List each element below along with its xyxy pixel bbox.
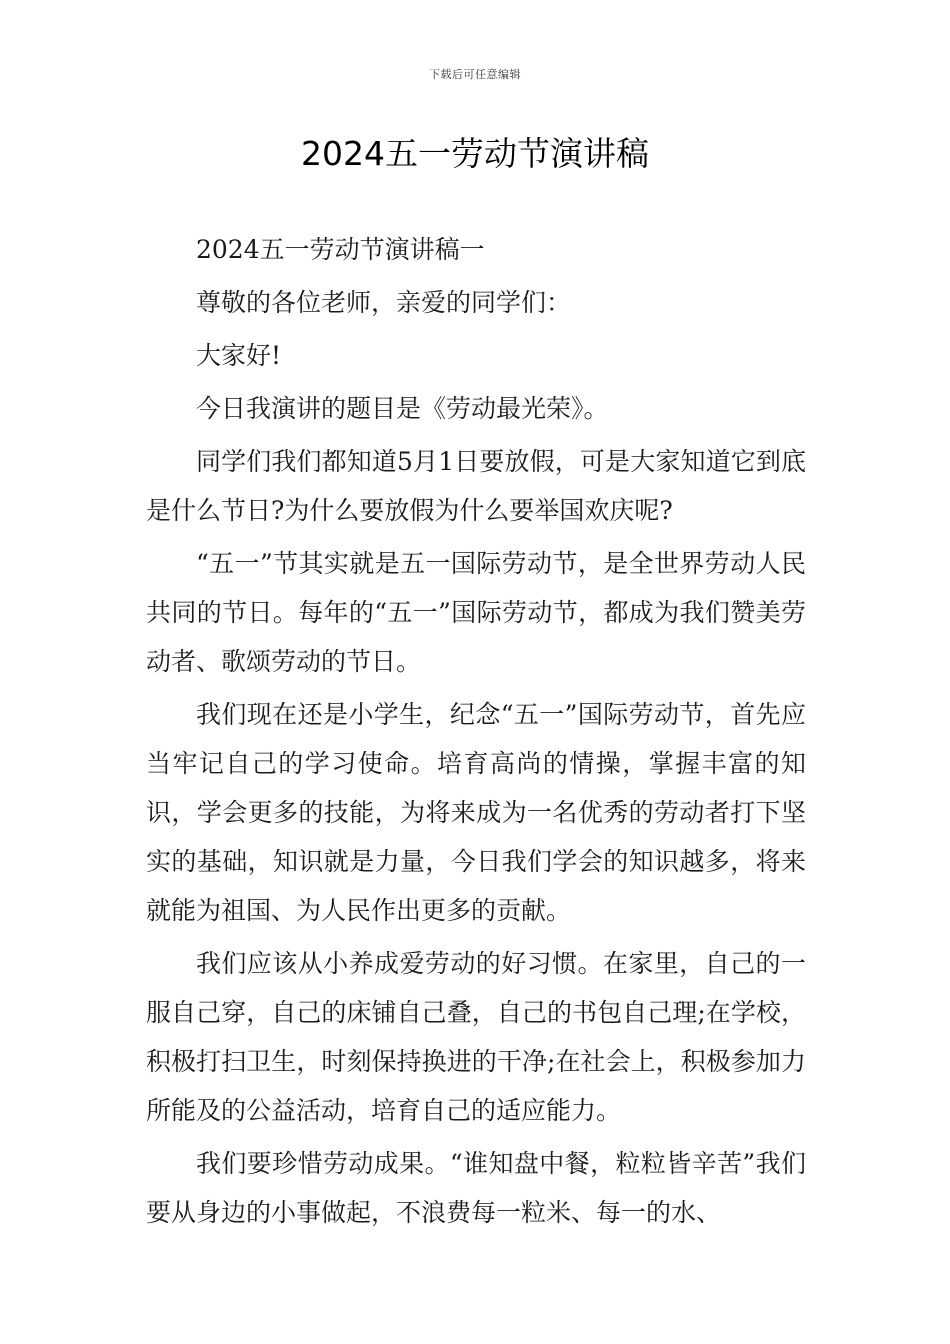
paragraph: 我们现在还是小学生，纪念“五一”国际劳动节，首先应当牢记自己的学习使命。培育高尚的情操，掌握丰富的知识，学会更多的技能，为将来成为一名优秀的劳动者打下坚实的基础，知识就是力量，今日我们学会的知识越多，将来就能为祖国、为人民作出更多的贡献。 bbox=[146, 700, 806, 925]
section-heading: 2024五一劳动节演讲稿一 bbox=[196, 235, 485, 264]
paragraph: 我们要珍惜劳动成果。“谁知盘中餐，粒粒皆辛苦”我们要从身边的小事做起，不浪费每一粒米、每一的水、 bbox=[146, 1149, 806, 1227]
paragraph: 同学们我们都知道5月1日要放假，可是大家知道它到底是什么节日?为什么要放假为什么要举国欢庆呢? bbox=[146, 447, 806, 525]
page-title: 2024五一劳动节演讲稿 bbox=[301, 134, 649, 173]
paragraph: “五一”节其实就是五一国际劳动节，是全世界劳动人民共同的节日。每年的“五一”国际劳动节，都成为我们赞美劳动者、歌颂劳动的节日。 bbox=[146, 549, 806, 676]
greeting: 大家好! bbox=[196, 341, 282, 370]
paragraph: 我们应该从小养成爱劳动的好习惯。在家里，自己的一服自己穿，自己的床铺自己叠，自己的书包自己理;在学校，积极打扫卫生，时刻保持换进的干净;在社会上，积极参加力所能及的公益活动，培育自己的适应能力。 bbox=[146, 949, 806, 1125]
salutation: 尊敬的各位老师，亲爱的同学们： bbox=[196, 288, 572, 317]
document-body bbox=[146, 225, 806, 1241]
speech-topic: 今日我演讲的题目是《劳动最光荣》。 bbox=[196, 394, 609, 423]
header-note: 下载后可任意编辑 bbox=[429, 68, 521, 81]
